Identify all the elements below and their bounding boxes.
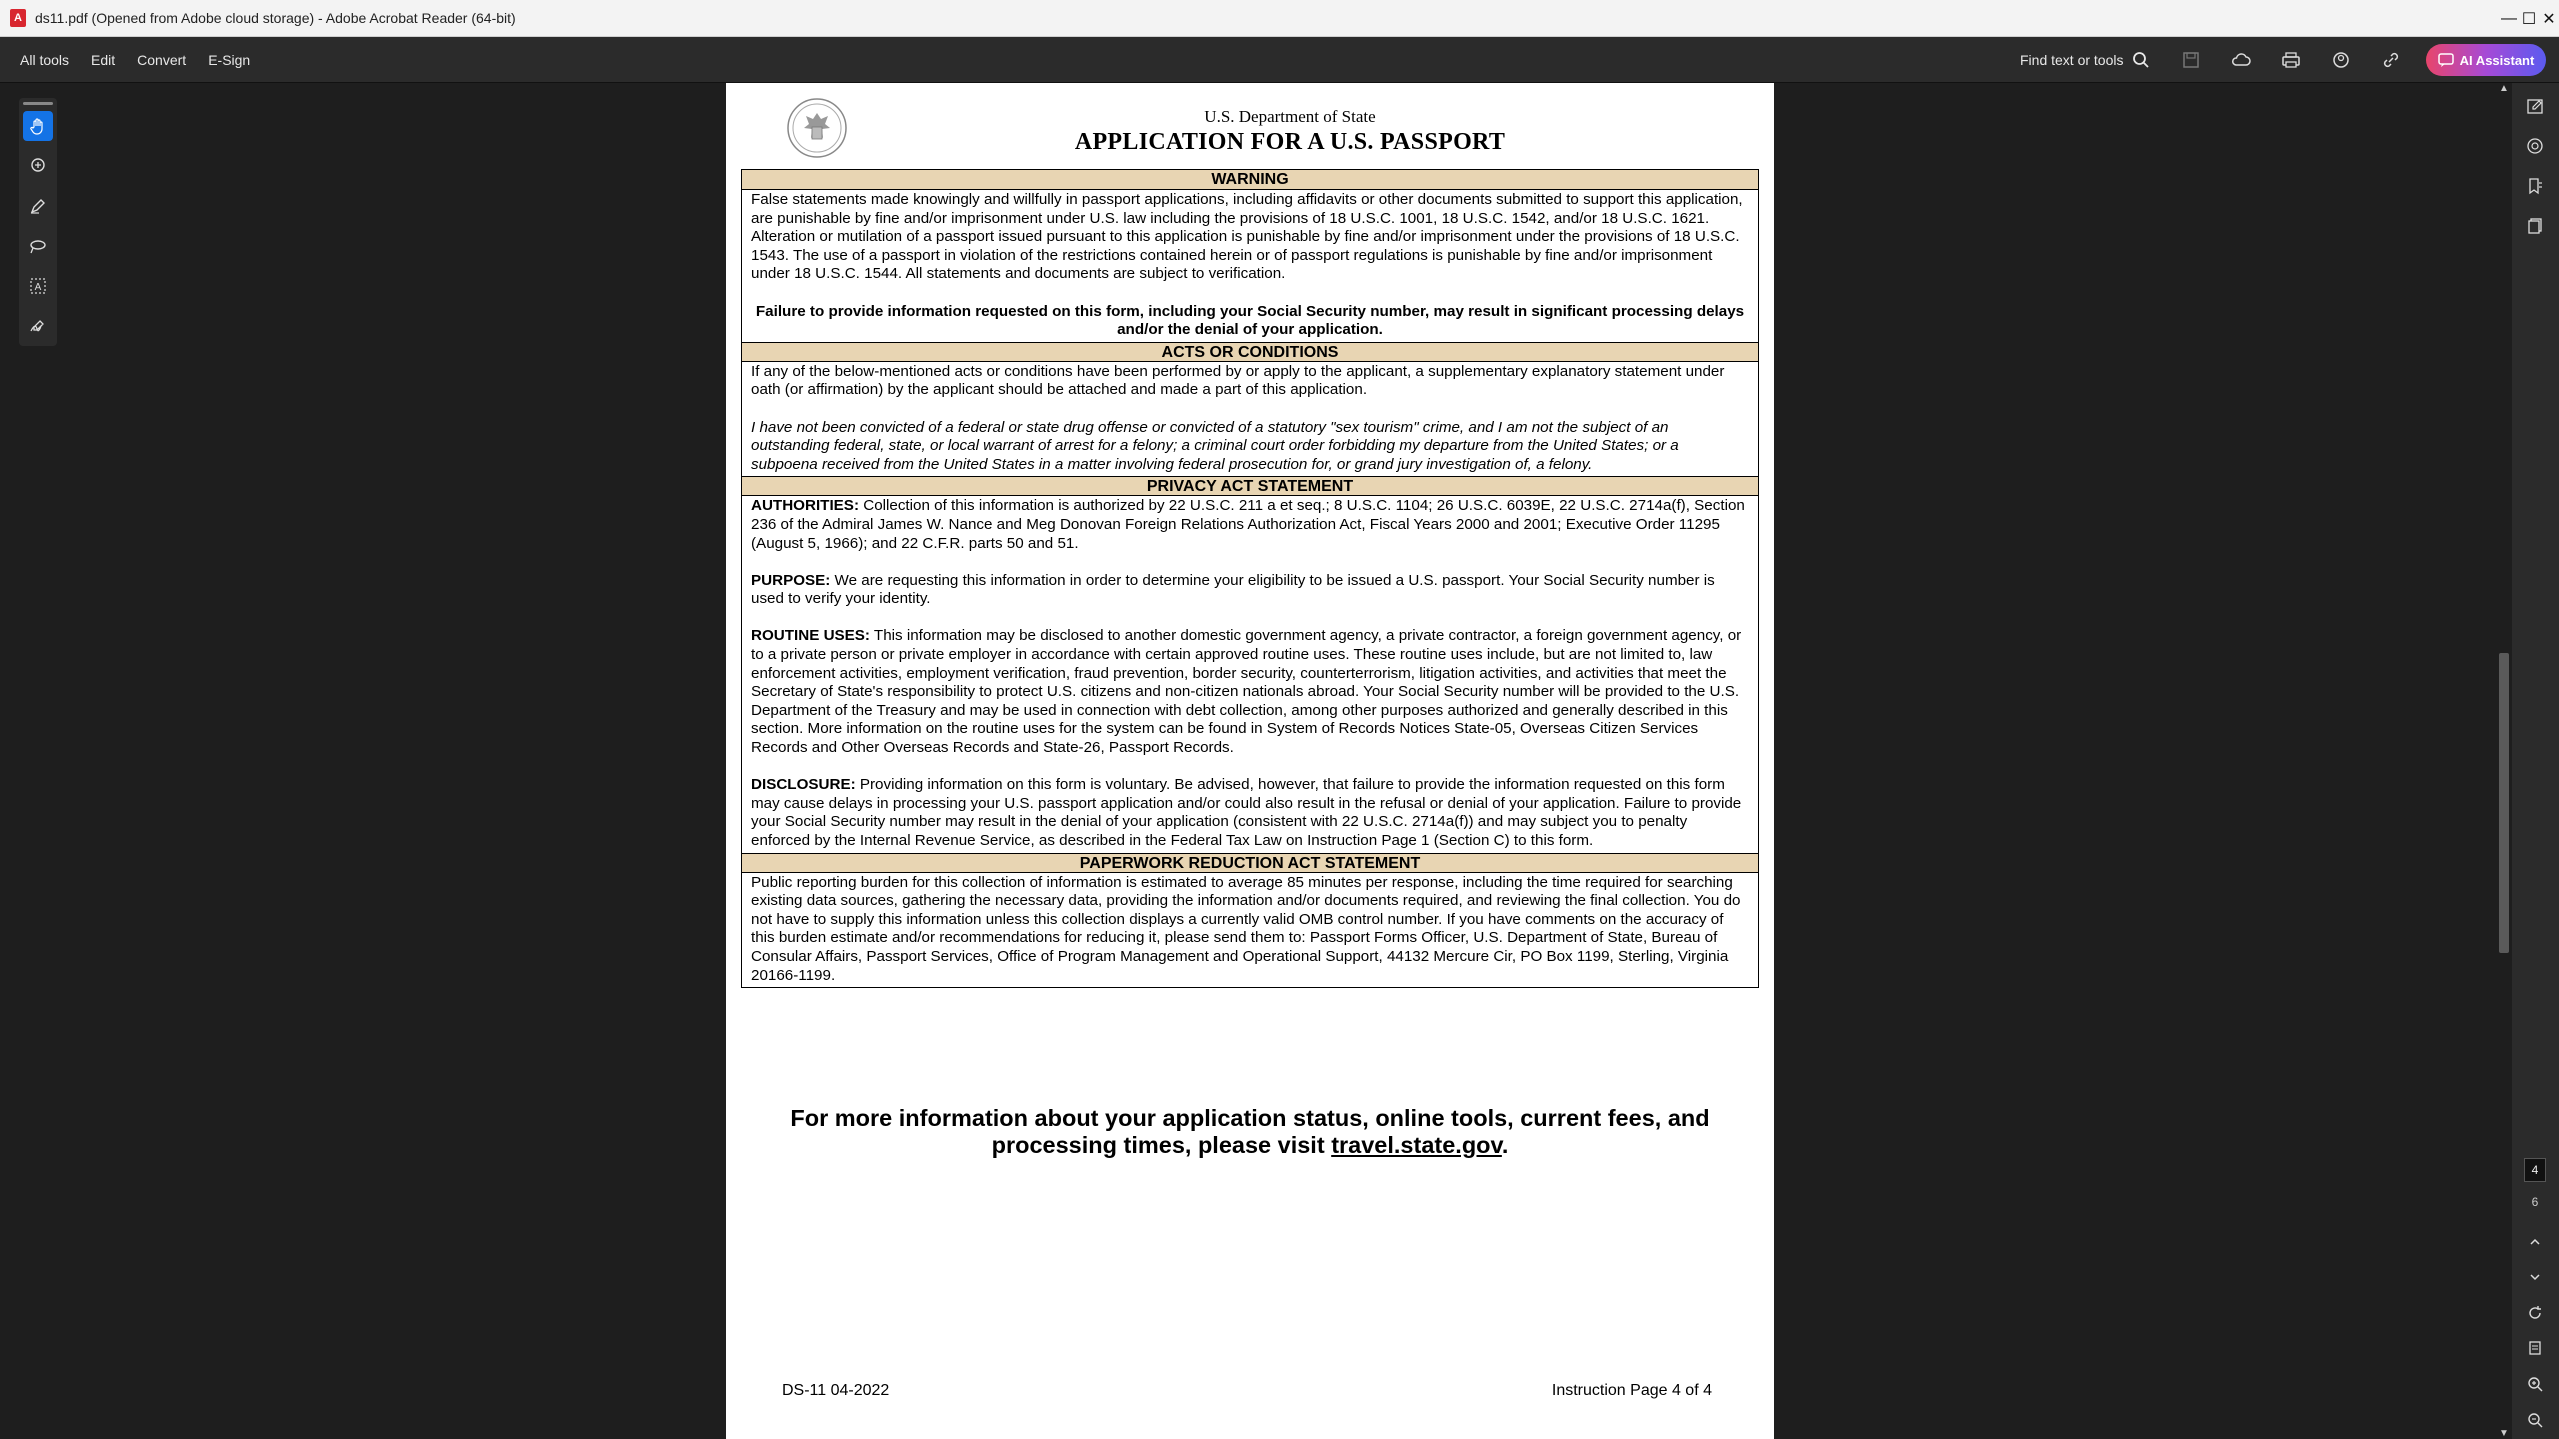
minimize-button[interactable]: — [2501,9,2517,27]
save-icon[interactable] [2166,46,2216,74]
warning-section [742,190,1758,342]
form-title: APPLICATION FOR A U.S. PASSPORT [1074,129,1506,155]
current-page-field[interactable]: 4 [2524,1158,2546,1182]
quick-tools-rail [19,98,57,346]
maximize-button[interactable]: ☐ [2521,10,2537,28]
highlight-pen-icon[interactable] [23,191,53,221]
close-button[interactable]: ✕ [2542,10,2556,28]
scroll-down-arrow-icon[interactable]: ▼ [2499,1428,2509,1439]
form-body [741,169,1759,988]
menu-e-sign[interactable]: E-Sign [208,52,251,68]
edit-panel-icon[interactable] [2522,93,2548,119]
pages-panel-icon[interactable] [2522,213,2548,239]
comments-panel-icon[interactable] [2522,133,2548,159]
routine-uses-text: This information may be disclosed to another domestic government agency, a private contractor, a foreign government agency, or to a private person or private employer in accordance with certain approved routine uses. These routine uses include, but are not limited to, law enforcement activities, employment verification, fraud prevention, border security, counterterrorism, litigation activities, and activities that meet the Secretary of State's responsibility to protect U.S. citizens and non-citizen nationals abroad. Your Social Security number will be provided to the U.S. Department of the Treasury and may be used in connection with debt collection, among other purposes authorized and generally described in this section. More information on the routine uses for the system can be found in System of Records Notices State-05, Overseas Citizen Services Records and Other Overseas Records and State-26, Passport Records. [751,627,1742,757]
acts-text: If any of the below-mentioned acts or conditions have been performed by or apply to the applicant, a supplementary explanatory statement under oath (or affirmation) by the applicant should be attached and made a part of this application. [751,362,1725,399]
purpose-paragraph [751,572,1749,609]
title-bar [0,0,2559,37]
add-comment-icon[interactable] [23,151,53,181]
right-panel-rail [2512,83,2559,1439]
acts-section [742,362,1758,477]
ai-assistant-icon [2438,53,2454,67]
acrobat-app-icon: A [10,9,26,27]
hand-tool-icon[interactable] [23,111,53,141]
total-pages: 6 [2531,1195,2539,1209]
purpose-text: We are requesting this information in order to determine your eligibility to be issued a U.S. passport. Your Social Security number is used to verify your identity. [751,571,1715,608]
paperwork-header: PAPERWORK REDUCTION ACT STATEMENT [742,853,1758,873]
instruction-page-number: Instruction Page 4 of 4 [1551,1382,1712,1399]
travel-state-gov-link[interactable]: travel.state.gov [1331,1132,1502,1158]
warning-bold-text: Failure to provide information requested on this form, including your Social Security number, may result in significant processing delays and/or the denial of your application. [755,302,1745,339]
link-icon[interactable] [2366,46,2416,74]
menu-edit[interactable]: Edit [91,52,116,68]
ai-assistant-label: AI Assistant [2459,52,2535,68]
menu-convert[interactable]: Convert [137,52,187,68]
authorities-text: Collection of this information is authorized by 22 U.S.C. 211 a et seq.; 8 U.S.C. 1104; 26 U.S.C. 6039E, 22 U.S.C. 2714a(f), Section 236 of the Admiral James W. Nance and Meg Donovan Foreign Relations Authorization Act, Fiscal Years 2000 and 2001; Executive Order 11295 (August 5, 1966); and 22 C.F.R. parts 50 and 51. [751,497,1745,552]
more-info-period: . [1501,1132,1509,1158]
share-user-icon[interactable] [2316,46,2366,74]
authorities-paragraph [751,497,1749,553]
bookmarks-panel-icon[interactable] [2522,173,2548,199]
pdf-page [726,83,1774,1439]
privacy-header: PRIVACY ACT STATEMENT [742,476,1758,496]
more-info-statement [726,1105,1774,1159]
purpose-label: PURPOSE: [751,571,831,589]
more-info-text: processing times, please visit [991,1132,1332,1158]
window-title: ds11.pdf (Opened from Adobe cloud storage) - Adobe Acrobat Reader (64-bit) [35,10,516,26]
search-icon [2132,51,2150,69]
disclosure-label: DISCLOSURE: [751,776,856,794]
rotate-icon[interactable] [2522,1300,2548,1326]
ai-assistant-button[interactable] [2426,44,2546,76]
warning-text: False statements made knowingly and willfully in passport applications, including affidavits or other documents submitted to support this application, are punishable by fine and/or imprisonment under U.S. law including the provisions of 18 U.S.C. 1001, 18 U.S.C. 1542, and/or 18 U.S.C. 1621. Alteration or mutilation of a passport issued pursuant to this application is punishable by fine and/or imprisonment under the provisions of 18 U.S.C. 1543. The use of a passport in violation of the restrictions contained herein or of passport regulations is punishable by fine and/or imprisonment under 18 U.S.C. 1544. All statements and documents are subject to verification. [751,191,1743,283]
sign-icon[interactable] [23,311,53,341]
disclosure-paragraph [751,776,1749,850]
vertical-scrollbar[interactable] [2496,83,2512,1439]
next-page-icon[interactable] [2522,1264,2548,1290]
scroll-up-arrow-icon[interactable]: ▲ [2499,83,2509,94]
acts-header: ACTS OR CONDITIONS [742,342,1758,362]
routine-uses-label: ROUTINE USES: [751,627,870,645]
find-text-or-tools[interactable] [2020,48,2150,72]
menu-all-tools[interactable]: All tools [20,52,70,68]
zoom-in-icon[interactable] [2522,1371,2548,1397]
previous-page-icon[interactable] [2522,1229,2548,1255]
more-info-line-1: For more information about your application status, online tools, current fees, and [790,1105,1710,1131]
form-number: DS-11 04-2022 [782,1382,890,1399]
cloud-upload-icon[interactable] [2216,46,2266,74]
draw-freehand-icon[interactable] [23,231,53,261]
scrollbar-thumb[interactable] [2499,653,2509,953]
routine-uses-paragraph [751,627,1749,757]
department-name: U.S. Department of State [1204,107,1376,126]
page-display-icon[interactable] [2522,1335,2548,1361]
paperwork-text: Public reporting burden for this collection of information is estimated to average 85 minutes per response, including the time required for searching existing data sources, gathering the necessary data, providing the information and/or documents required, and reviewing the final collection. You do not have to supply this information unless this collection displays a currently valid OMB control number. If you have comments on the accuracy of this burden estimate and/or recommendations for reducing it, please send them to: Passport Forms Officer, U.S. Department of State, Bureau of Consular Affairs, Passport Services, Office of Program Management and Operational Support, 44132 Mercure Cir, PO Box 1199, Sterling, Virginia 20166-1199. [751,873,1741,984]
zoom-out-icon[interactable] [2522,1407,2548,1433]
disclosure-text: Providing information on this form is voluntary. Be advised, however, that failure to provide the information requested on this form may cause delays in processing your U.S. passport application and/or could also result in the refusal or denial of your application. Failure to provide your Social Security number may result in the denial of your application (consistent with 22 U.S.C. 2714a(f)) and may subject you to penalty enforced by the Internal Revenue Service, as described in the Federal Tax Law on Instruction Page 1 (Section C) to this form. [751,776,1742,849]
svg-text:A: A [34,282,42,293]
paperwork-section [742,873,1758,988]
rail-grip[interactable] [23,102,53,105]
text-select-icon[interactable] [23,271,53,301]
authorities-label: AUTHORITIES: [751,497,859,515]
more-info-line-2 [726,1132,1774,1159]
print-icon[interactable] [2266,46,2316,74]
find-label: Find text or tools [2020,52,2124,68]
warning-header: WARNING [742,170,1758,190]
main-toolbar [0,37,2559,83]
privacy-section [742,496,1758,852]
acts-italic-text: I have not been convicted of a federal or state drug offense or convicted of a statutory "sex tourism" crime, and I am not the subject of an outstanding federal, state, or local warrant of arrest for a felony; a criminal court order forbidding my departure from the United States; or a subpoena received from the United States in a matter involving federal prosecution for, or grand jury investigation of, a felony. [751,418,1679,473]
